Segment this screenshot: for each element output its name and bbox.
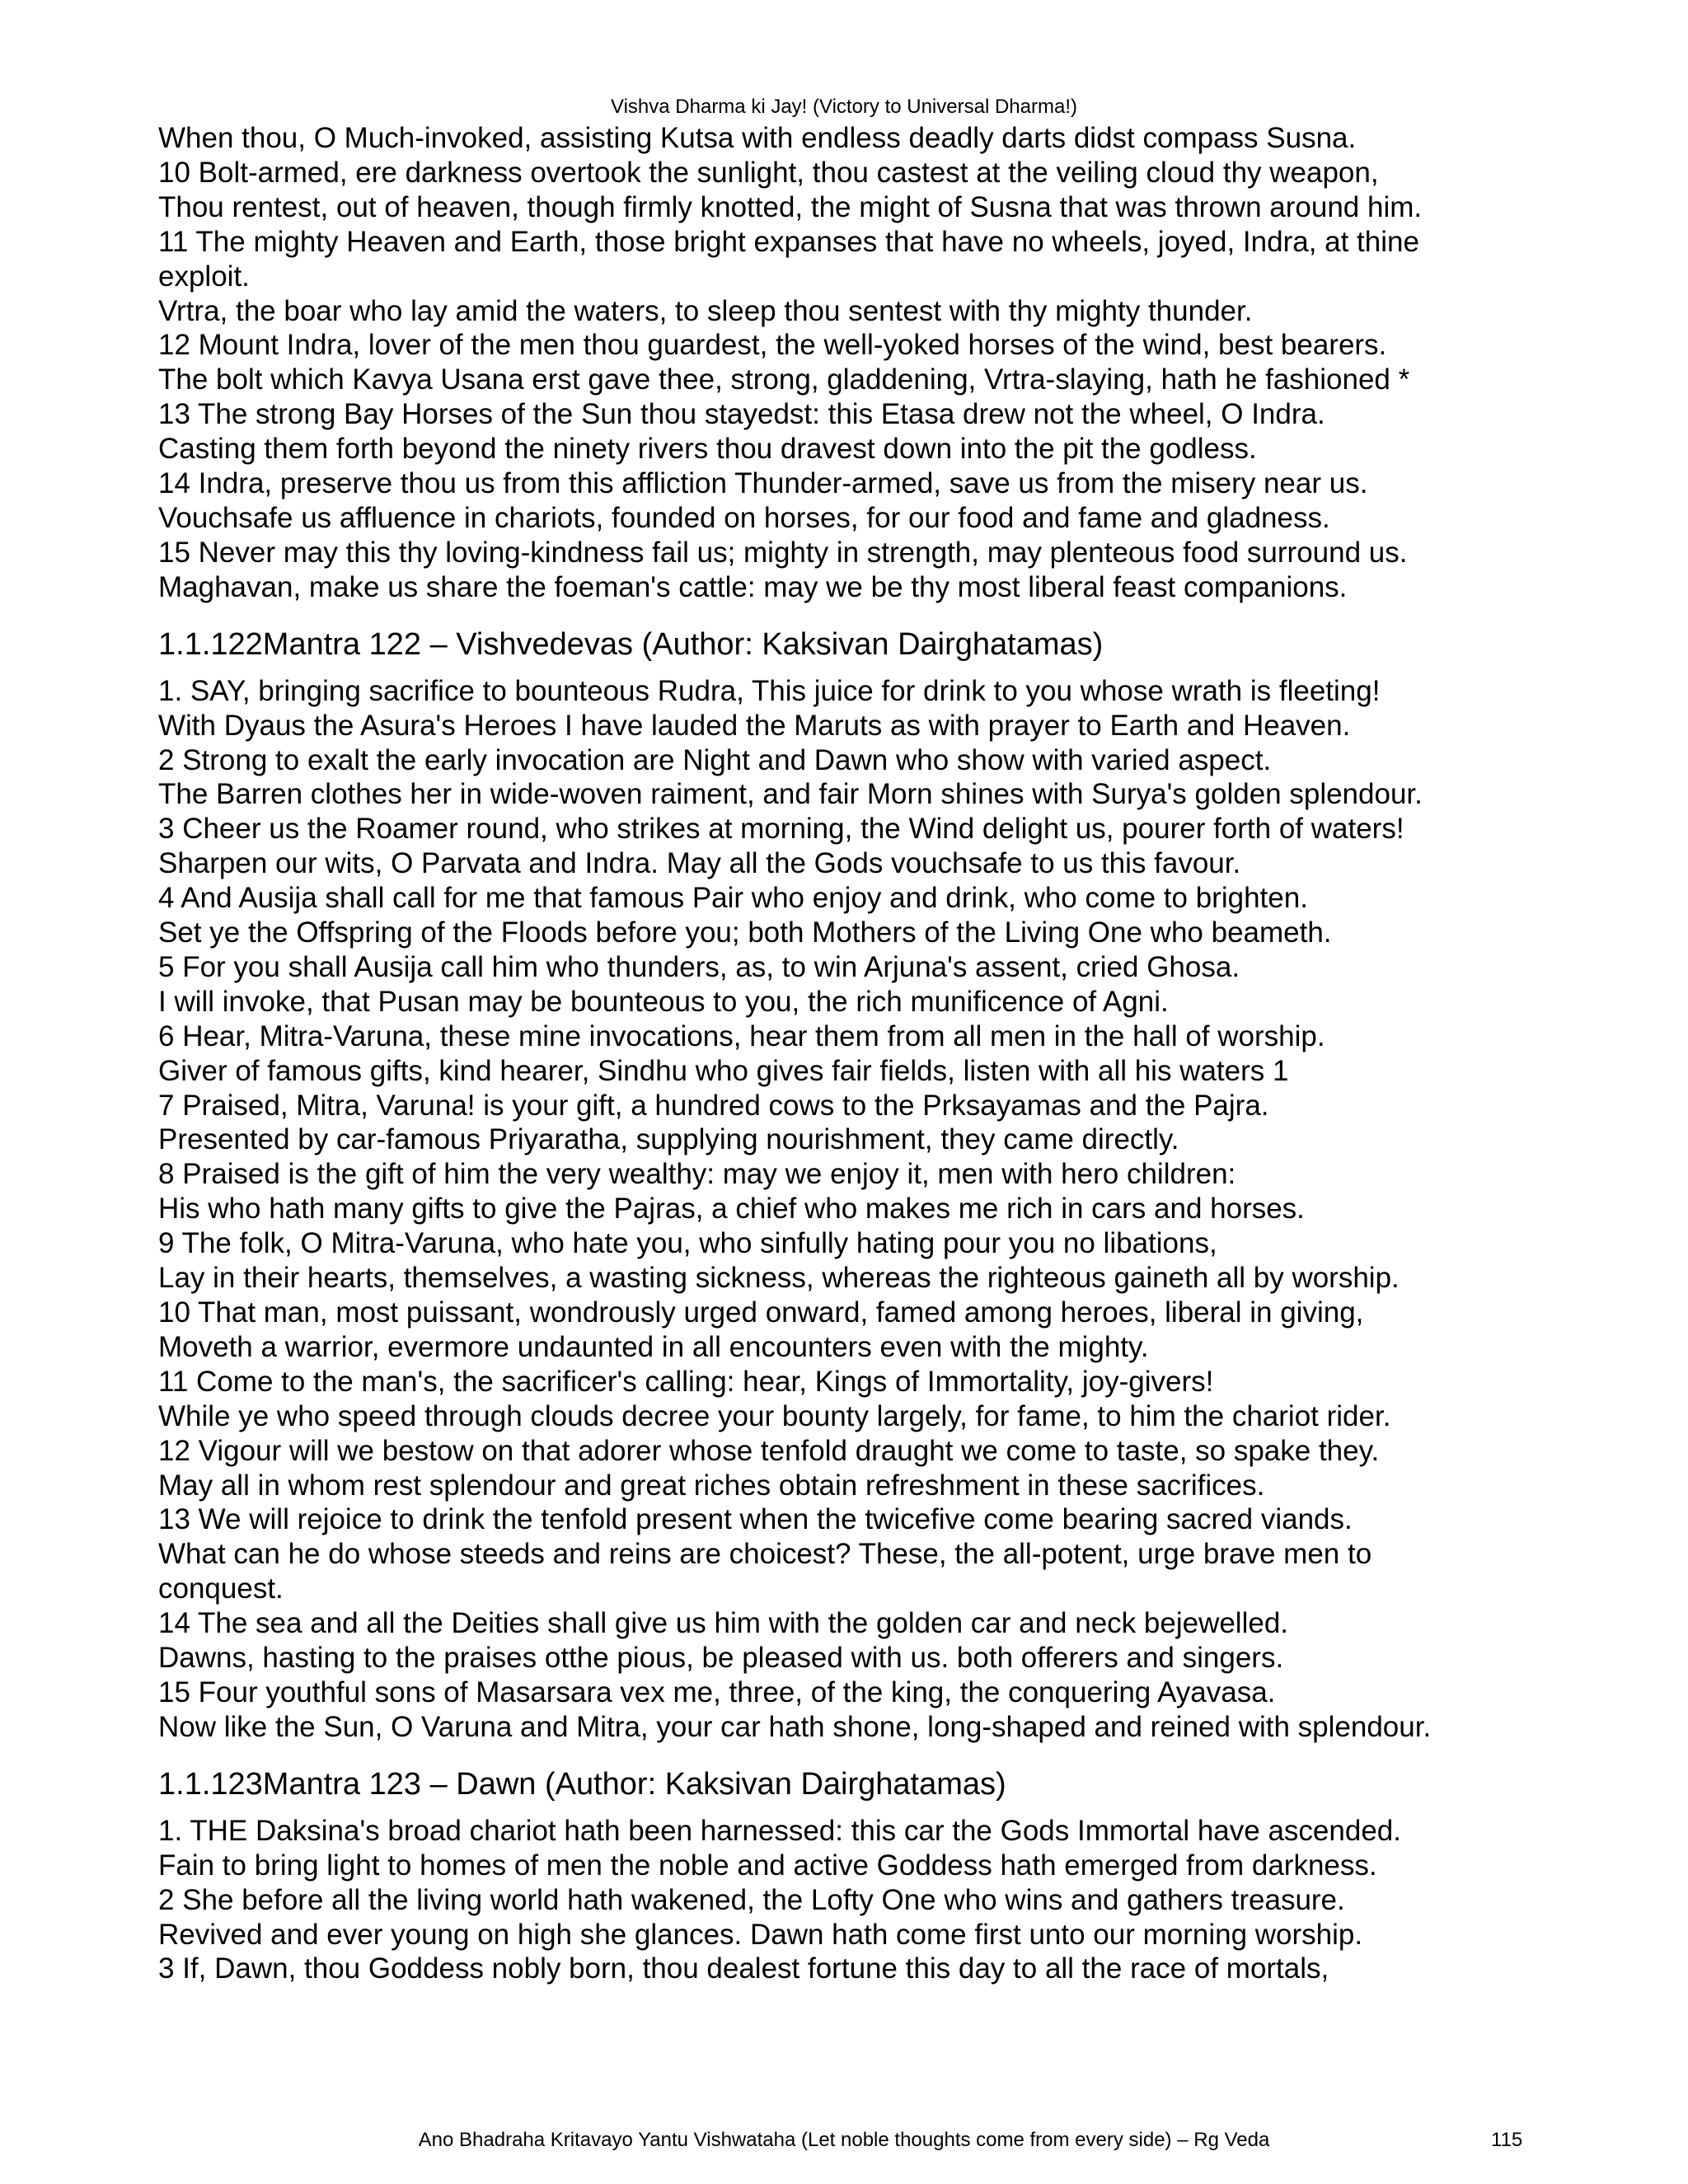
verse-line: 14 The sea and all the Deities shall give us him with the golden car and neck bejewelled. — [158, 1607, 1289, 1640]
section-heading-mantra-123: 1.1.123Mantra 123 – Dawn (Author: Kaksivan Dairghatamas) — [158, 1766, 1006, 1802]
verse-line: 15 Never may this thy loving-kindness fail us; mighty in strength, may plenteous food surround us. — [158, 536, 1408, 569]
verse-line: Dawns, hasting to the praises otthe pious, be pleased with us. both offerers and singers. — [158, 1642, 1284, 1675]
verse-line: Set ye the Offspring of the Floods before you; both Mothers of the Living One who beameth. — [158, 916, 1332, 949]
section-heading-mantra-122: 1.1.122Mantra 122 – Vishvedevas (Author: Kaksivan Dairghatamas) — [158, 626, 1104, 662]
footer-quote: Ano Bhadraha Kritavayo Yantu Vishwataha (Let noble thoughts come from every side) – Rg Veda — [418, 2129, 1270, 2151]
verse-line: 9 The folk, O Mitra-Varuna, who hate you, who sinfully hating pour you no libations, — [158, 1227, 1217, 1260]
verse-line: 2 Strong to exalt the early invocation are Night and Dawn who show with varied aspect. — [158, 743, 1272, 776]
verse-line: 12 Vigour will we bestow on that adorer whose tenfold draught we come to taste, so spake they. — [158, 1434, 1380, 1467]
verse-line: 11 Come to the man's, the sacrificer's calling: hear, Kings of Immortality, joy-givers! — [158, 1365, 1214, 1398]
verse-line: Sharpen our wits, O Parvata and Indra. May all the Gods vouchsafe to us this favour. — [158, 847, 1241, 880]
verse-line: 10 Bolt-armed, ere darkness overtook the sunlight, thou castest at the veiling cloud thy weapon, — [158, 156, 1379, 189]
verses-mantra-122 — [158, 674, 1543, 1745]
verse-line: conquest. — [158, 1572, 284, 1605]
page-number: 115 — [1491, 2129, 1523, 2151]
verse-line: When thou, O Much-invoked, assisting Kutsa with endless deadly darts didst compass Susna. — [158, 122, 1357, 154]
verse-line: 3 Cheer us the Roamer round, who strikes at morning, the Wind delight us, pourer forth of waters! — [158, 813, 1404, 846]
verse-line: 1. SAY, bringing sacrifice to bounteous Rudra, This juice for drink to you whose wrath is fleeting! — [158, 674, 1381, 707]
verse-line: exploit. — [158, 260, 250, 293]
verse-line: His who hath many gifts to give the Pajras, a chief who makes me rich in cars and horses. — [158, 1193, 1305, 1226]
page-body — [158, 121, 1543, 1986]
verse-line: Maghavan, make us share the foeman's cattle: may we be thy most liberal feast companions. — [158, 570, 1348, 603]
verse-line: The bolt which Kavya Usana erst gave thee, strong, gladdening, Vrtra-slaying, hath he fashioned * — [158, 363, 1410, 396]
verse-line: 7 Praised, Mitra, Varuna! is your gift, a hundred cows to the Prksayamas and the Pajra. — [158, 1089, 1269, 1122]
verse-line: May all in whom rest splendour and great riches obtain refreshment in these sacrifices. — [158, 1469, 1265, 1502]
verses-mantra-123 — [158, 1814, 1543, 1987]
verse-line: 2 She before all the living world hath wakened, the Lofty One who wins and gathers treasure. — [158, 1883, 1345, 1916]
verse-line: I will invoke, that Pusan may be bounteous to you, the rich munificence of Agni. — [158, 985, 1169, 1018]
verse-line: Vouchsafe us affluence in chariots, founded on horses, for our food and fame and gladness. — [158, 501, 1330, 534]
verse-line: Now like the Sun, O Varuna and Mitra, your car hath shone, long-shaped and reined with splendour. — [158, 1710, 1432, 1743]
verse-line: 1. THE Daksina's broad chariot hath been harnessed: this car the Gods Immortal have ascended. — [158, 1814, 1401, 1847]
verse-line: Moveth a warrior, evermore undaunted in all encounters even with the mighty. — [158, 1330, 1149, 1363]
verse-line: The Barren clothes her in wide-woven raiment, and fair Morn shines with Surya's golden splendour. — [158, 778, 1423, 811]
verse-line: Vrtra, the boar who lay amid the waters, to sleep thou sentest with thy mighty thunder. — [158, 294, 1253, 327]
verse-line: 11 The mighty Heaven and Earth, those bright expanses that have no wheels, joyed, Indra, at thine — [158, 225, 1419, 258]
verse-line: With Dyaus the Asura's Heroes I have lauded the Maruts as with prayer to Earth and Heaven. — [158, 709, 1351, 742]
verse-line: 14 Indra, preserve thou us from this affliction Thunder-armed, save us from the misery near us. — [158, 467, 1368, 500]
verse-line: 12 Mount Indra, lover of the men thou guardest, the well-yoked horses of the wind, best bearers. — [158, 329, 1387, 362]
verse-line: 4 And Ausija shall call for me that famous Pair who enjoy and drink, who come to brighten. — [158, 882, 1308, 915]
verse-line: Presented by car-famous Priyaratha, supplying nourishment, they came directly. — [158, 1123, 1179, 1156]
verses-mantra-121-continued — [158, 121, 1543, 605]
verse-line: 13 We will rejoice to drink the tenfold present when the twicefive come bearing sacred viands. — [158, 1503, 1353, 1536]
verse-line: 8 Praised is the gift of him the very wealthy: may we enjoy it, men with hero children: — [158, 1158, 1236, 1191]
verse-line: Fain to bring light to homes of men the noble and active Goddess hath emerged from darkness. — [158, 1849, 1377, 1882]
verse-line: 3 If, Dawn, thou Goddess nobly born, thou dealest fortune this day to all the race of mortals, — [158, 1952, 1329, 1985]
verse-line: 10 That man, most puissant, wondrously urged onward, famed among heroes, liberal in giving, — [158, 1296, 1364, 1329]
verse-line: Casting them forth beyond the ninety rivers thou dravest down into the pit the godless. — [158, 433, 1257, 466]
verse-line: While ye who speed through clouds decree your bounty largely, for fame, to him the chariot rider. — [158, 1399, 1391, 1432]
verse-line: 13 The strong Bay Horses of the Sun thou stayedst: this Etasa drew not the wheel, O Indra. — [158, 398, 1325, 431]
verse-line: Giver of famous gifts, kind hearer, Sindhu who gives fair fields, listen with all his waters 1 — [158, 1054, 1289, 1087]
verse-line: 6 Hear, Mitra-Varuna, these mine invocations, hear them from all men in the hall of worship. — [158, 1019, 1325, 1052]
verse-line: Revived and ever young on high she glances. Dawn hath come first unto our morning worship. — [158, 1918, 1363, 1951]
verse-line: 15 Four youthful sons of Masarsara vex me, three, of the king, the conquering Ayavasa. — [158, 1675, 1276, 1708]
verse-line: Lay in their hearts, themselves, a wasting sickness, whereas the righteous gaineth all by worship. — [158, 1262, 1400, 1295]
verse-line: Thou rentest, out of heaven, though firmly knotted, the might of Susna that was thrown around him. — [158, 190, 1423, 223]
verse-line: 5 For you shall Ausija call him who thunders, as, to win Arjuna's assent, cried Ghosa. — [158, 950, 1240, 983]
verse-line: What can he do whose steeds and reins are choicest? These, the all-potent, urge brave men to — [158, 1538, 1372, 1571]
page-header: Vishva Dharma ki Jay! (Victory to Universal Dharma!) — [611, 96, 1077, 118]
